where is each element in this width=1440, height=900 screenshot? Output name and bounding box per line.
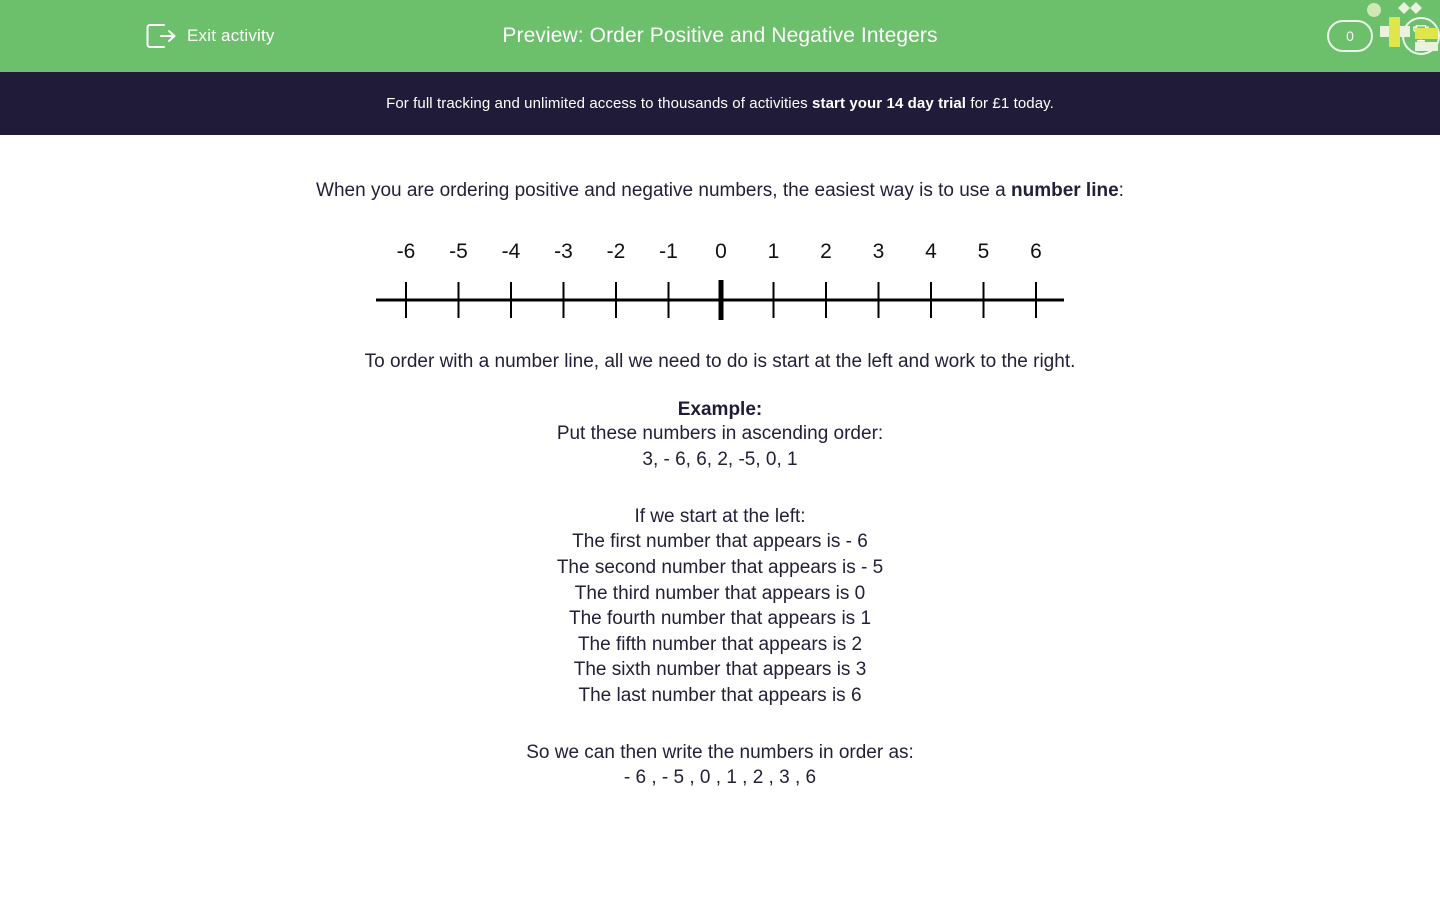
number-line-tick-label: 5 [977, 239, 990, 263]
example-prompt: Put these numbers in ascending order: [556, 423, 884, 445]
steps-intro: If we start at the left: [634, 505, 806, 527]
steps-list [0, 529, 1440, 708]
example-block [0, 399, 1440, 472]
instruction-paragraph: To order with a number line, all we need to do is start at the left and work to the right. [364, 350, 1076, 372]
number-line-tick-label: -2 [606, 239, 626, 263]
promo-text-bold[interactable]: start your 14 day trial [812, 95, 967, 112]
step-line: The sixth number that appears is 3 [573, 659, 867, 681]
example-heading: Example: [677, 399, 763, 421]
number-line-tick-label: -3 [554, 239, 573, 263]
promo-text-after: for £1 today. [966, 95, 1054, 112]
lead-after: : [1118, 180, 1124, 201]
number-line-tick-label: 3 [872, 239, 885, 263]
page-title: Preview: Order Positive and Negative Integers [502, 24, 938, 47]
number-line-tick-label: 1 [767, 239, 780, 263]
promo-text [386, 95, 1054, 112]
number-line-tick-label: -6 [396, 239, 416, 263]
lead-bold: number line [1010, 180, 1119, 201]
lead-before: When you are ordering positive and negative numbers, the easiest way is to use a [316, 180, 1011, 201]
activity-content [0, 135, 1440, 791]
exit-activity-label: Exit activity [187, 26, 275, 45]
number-line-tick-label: 6 [1030, 239, 1042, 263]
number-line-labels [374, 240, 1066, 274]
number-line-tick-label: 4 [925, 239, 937, 263]
promo-banner [0, 72, 1440, 135]
step-line: The first number that appears is - 6 [572, 531, 868, 553]
number-line-tick-label: 2 [820, 239, 832, 263]
steps-block [0, 504, 1440, 709]
conclusion-intro: So we can then write the numbers in order as: [526, 741, 914, 763]
lead-paragraph [0, 179, 1440, 204]
number-line [374, 240, 1066, 330]
app-header [0, 0, 1440, 72]
brand-logo [1360, 0, 1438, 56]
number-line-tick-label: -5 [449, 239, 468, 263]
promo-text-before: For full tracking and unlimited access to thousands of activities [386, 95, 813, 112]
number-line-graphic [374, 274, 1066, 326]
number-line-tick-label: -1 [659, 239, 678, 263]
step-line: The third number that appears is 0 [574, 582, 866, 604]
score-value: 0 [1346, 28, 1354, 44]
step-line: The second number that appears is - 5 [556, 556, 884, 578]
step-line: The fifth number that appears is 2 [577, 633, 863, 655]
example-numbers: 3, - 6, 6, 2, -5, 0, 1 [642, 448, 798, 470]
header-actions [1327, 0, 1440, 72]
step-line: The last number that appears is 6 [578, 685, 862, 707]
conclusion-answer: - 6 , - 5 , 0 , 1 , 2 , 3 , 6 [623, 767, 817, 789]
conclusion-block [0, 740, 1440, 791]
number-line-tick-label: 0 [715, 239, 727, 263]
step-line: The fourth number that appears is 1 [568, 608, 872, 630]
number-line-tick-label: -4 [501, 239, 521, 263]
